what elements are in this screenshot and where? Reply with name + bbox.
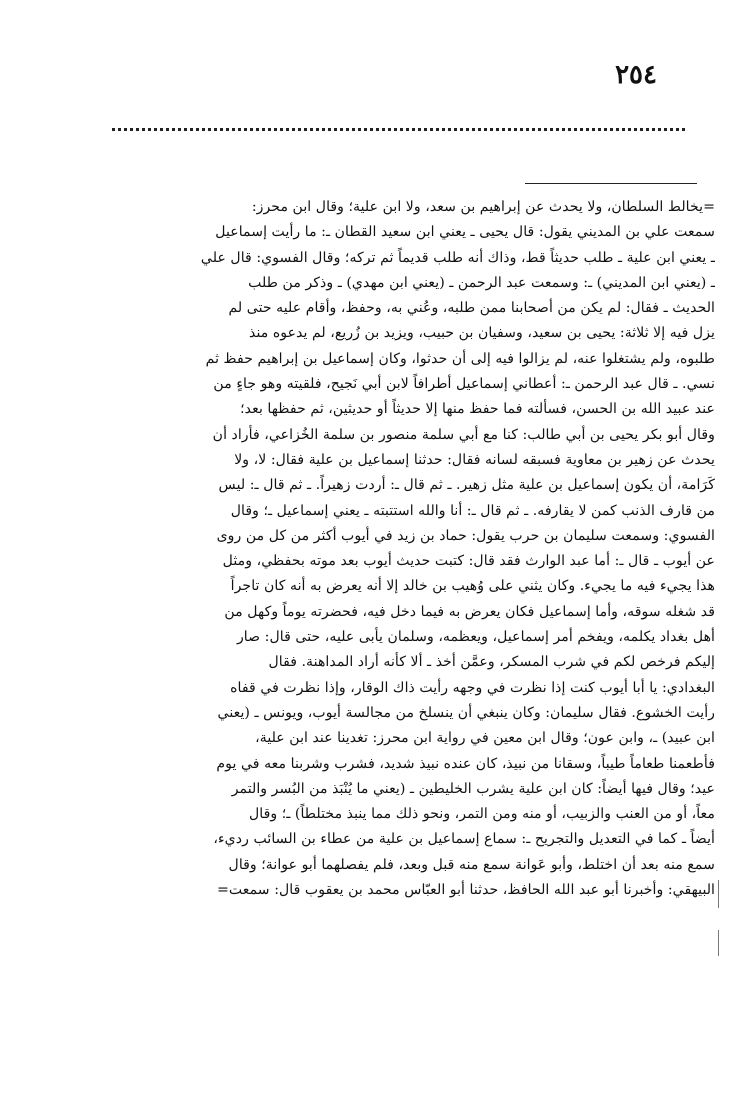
text-line: هذا يجيء فيه ما يجيء. وكان يثني على وُهيب بن خالد إلا أنه يعرض به أنه كان تاجراً <box>230 578 715 595</box>
text-line: يحدث عن زهير بن معاوية فسبقه لسانه فقال: حدثنا إسماعيل بن علية فقال: لا، ولا <box>234 451 715 468</box>
text-line: طلبوه، ولم يشتغلوا عنه، لم يزالوا فيه إلى أن حدثوا، وكان إسماعيل بن إبراهيم حفظ ثم <box>205 350 715 367</box>
scan-edge-mark <box>718 930 719 956</box>
text-line: قد شغله سوقه، وأما إسماعيل فكان يعرض به فيما دخل فيه، فحضرته يوماً وكهل من <box>224 603 715 620</box>
text-line: =يخالط السلطان، ولا يحدث عن إبراهيم بن سعد، ولا ابن علية؛ وقال ابن محرز: <box>251 199 715 215</box>
text-line: ـ يعني ابن علية ـ طلب حديثاً قط، وذاك أنه طلب قديماً ثم تركه؛ وقال الفسوي: قال علي <box>200 249 715 266</box>
text-line: من قارف الذنب كمن لا يقارفه. ـ ثم قال ـ: أنا والله استتبته ـ يعني إسماعيل ـ؛ وقال <box>230 502 715 519</box>
text-line: عن أيوب ـ قال ـ: أما عبد الوارث فقد قال: كتبت حديث أيوب بعد موته بحفظي، ومثل <box>222 553 715 570</box>
text-line: البيهقي: وأخبرنا أبو عبد الله الحافظ، حدثنا أبو العبّاس محمد بن يعقوب قال: سمعت= <box>216 882 715 899</box>
footnote-separator-rule <box>525 183 697 184</box>
text-line: فأطعمنا طعاماً طيباً، وسقانا من نبيذ، كان عنده نبيذ شديد، فشرب وشربنا معه في يوم <box>216 755 715 772</box>
text-line: الحديث ـ فقال: لم يكن من أصحابنا ممن طلبه، وعُني به، وحفظ، وأقام عليه حتى لم <box>228 300 715 317</box>
text-line: إليكم فرخص لكم في شرب المسكر، وعمَّن أخذ ـ ألا كأنه أراد المداهنة. فقال <box>268 654 715 671</box>
text-line: وقال أبو بكر يحيى بن أبي طالب: كنا مع أبي سلمة منصور بن سلمة الخُزاعي، فأراد أن <box>212 426 715 443</box>
dotted-header-rule <box>112 124 685 134</box>
text-line: أهل بغداد يكلمه، ويفخم أمر إسماعيل، ويعظمه، وسلمان يأبى عليه، حتى قال: صار <box>236 629 715 646</box>
page-number: ٢٥٤ <box>615 60 657 90</box>
text-line: أيضاً ـ كما في التعديل والتجريح ـ: سماع إسماعيل بن علية من عطاء بن السائب رديء، <box>213 831 715 848</box>
text-line: البغدادي: يا أبا أيوب كنت إذا نظرت في وجهه رأيت ذاك الوقار، وإذا نظرت في قفاه <box>230 679 715 696</box>
text-line: سمع منه بعد أن اختلط، وأبو عَوانة سمع منه قبل وبعد، فلم يفصلهما أبو عوانة؛ وقال <box>228 856 715 873</box>
text-line: سمعت علي بن المديني يقول: قال يحيى ـ يعني ابن سعيد القطان ـ: ما رأيت إسماعيل <box>215 224 715 241</box>
text-line: ـ (يعني ابن المديني) ـ: وسمعت عبد الرحمن ـ (يعني ابن مهدي) ـ وذكر من طلب <box>248 274 715 291</box>
text-line: رأيت الخشوع. فقال سليمان: وكان ينبغي أن ينسلخ من مجالسة أيوب، ويونس ـ (يعني <box>217 704 715 721</box>
text-line: عيد؛ وقال فيها أيضاً: كان ابن علية يشرب الخليطين ـ (يعني ما يُنْبَذ من البُسر والتمر <box>231 780 715 797</box>
text-line: كَرَامة، أن يكون إسماعيل بن علية مثل زهير. ـ ثم قال ـ: أردت زهيراً. ـ ثم قال ـ: ليس <box>218 477 715 494</box>
text-line: ابن عبيد) ـ، وابن عون؛ وقال ابن معين في رواية ابن محرز: تغدينا عند ابن علية، <box>255 730 715 747</box>
text-line: عند عبيد الله بن الحسن، فسألته فما حفظ منها إلا حديثاً أو حديثين، ثم حفظها بعد؛ <box>240 401 715 418</box>
text-line: يزل فيه إلا ثلاثة: يحيى بن سعيد، وسفيان بن حبيب، ويزيد بن زُريع، لم يدعوه منذ <box>249 325 715 342</box>
text-line: الفسوي: وسمعت سليمان بن حرب يقول: حماد بن زيد في أيوب أكثر من كل من روى <box>216 527 715 544</box>
text-line: معاً، أو من العنب والزبيب، أو منه ومن التمر، ونحو ذلك مما ينبذ مختلطاً) ـ؛ وقال <box>248 806 715 823</box>
scan-edge-mark <box>718 880 719 908</box>
text-line: نسي. ـ قال عبد الرحمن ـ: أعطاني إسماعيل أطرافاً لابن أبي نَجيح، فلقيته وهو جاءٍ من <box>213 376 715 393</box>
footnote-text <box>40 195 715 903</box>
